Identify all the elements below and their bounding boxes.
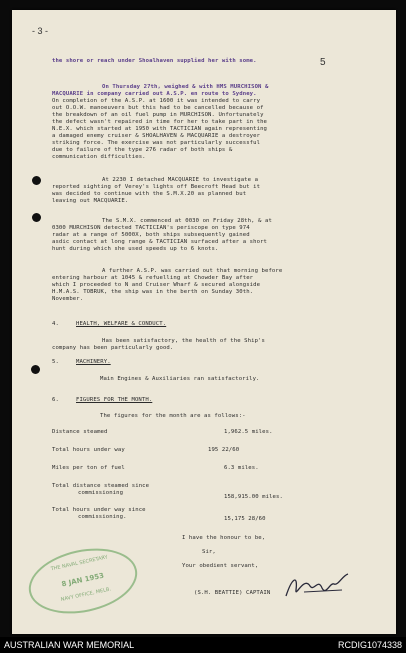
text-line: radar at a range of 5000X, both ships subsequently gained	[52, 232, 250, 238]
header-fragment: the shore or reach under Shoalhaven supplied her with some.	[52, 58, 257, 64]
stamp-line-1: THE NAVAL SECRETARY	[50, 554, 109, 573]
section-title: HEALTH, WELFARE & CONDUCT.	[76, 321, 167, 327]
figure-value: 195 22/60	[208, 447, 240, 453]
text-line: due to failure of the type 276 radar of both ships &	[52, 147, 233, 153]
closing-honour: I have the honour to be,	[182, 535, 266, 541]
footer-record-id: RCDIG1074338	[337, 640, 402, 650]
figure-label-continued: commissioning.	[78, 514, 127, 520]
section-title: MACHINERY.	[76, 359, 111, 365]
section-title: FIGURES FOR THE MONTH.	[76, 397, 153, 403]
text-line: the breakdown of an oil fuel pump in MURCHISON. Unfortunately	[52, 112, 264, 118]
punch-hole	[31, 365, 40, 374]
text-line: On completion of the A.S.P. at 1600 it was intended to carry	[52, 98, 261, 104]
punch-hole	[32, 213, 41, 222]
text-line: the defect wasn't repaired in time for her to take part in the	[52, 119, 267, 125]
text-line: November.	[52, 296, 84, 302]
figure-value: 158,915.00 miles.	[224, 494, 283, 500]
text-line: N.E.X. which started at 1950 with TACTICIAN again representing	[52, 126, 267, 132]
text-line: Main Engines & Auxiliaries ran satisfactorily.	[100, 376, 260, 382]
text-line: H.M.A.S. TOBRUK, the ship was in the berth on Sunday 30th.	[52, 289, 254, 295]
figure-value: 15,175 28/60	[224, 516, 266, 522]
text-line: A further A.S.P. was carried out that morning before	[102, 268, 283, 274]
text-line: 0300 MURCHISON detected TACTICIAN's periscope on type 974	[52, 225, 250, 231]
figure-label: Distance steamed	[52, 429, 108, 435]
text-line: On Thursday 27th, weighed & with HMS MURCHISON &	[102, 84, 269, 90]
header-fragment-line	[52, 58, 257, 65]
text-line: communication difficulties.	[52, 154, 146, 160]
section-number: 4.	[52, 321, 59, 327]
text-line: At 2230 I detached MACQUARIE to investigate a	[102, 177, 259, 183]
archive-footer	[0, 637, 406, 653]
figure-label: Total hours under way since	[52, 507, 146, 513]
punch-hole	[32, 176, 41, 185]
figure-value: 1,962.5 miles.	[224, 429, 273, 435]
closing-servant: Your obedient servant,	[182, 563, 259, 569]
text-line: The figures for the month are as follows:-	[100, 413, 246, 419]
figure-label: Total distance steamed since	[52, 483, 150, 489]
text-line: The S.M.X. commenced at 0030 on Friday 28th, & at	[102, 218, 272, 224]
stamp-line-3: NAVY OFFICE, MELB.	[60, 586, 112, 603]
figure-label-continued: commissioning	[78, 490, 124, 496]
signature	[282, 568, 352, 608]
document-page	[12, 10, 396, 634]
text-line: entering harbour at 1045 & refuelling at Chowder Bay after	[52, 275, 254, 281]
text-line: leaving out MACQUARIE.	[52, 198, 129, 204]
stamp-date: 8 JAN 1953	[60, 571, 105, 589]
text-line: out O.O.W. manoeuvers but this had to be cancelled because of	[52, 105, 264, 111]
text-line: a damaged enemy cruiser & SHOALHAVEN & MACQUARIE a destroyer	[52, 133, 261, 139]
footer-institution: AUSTRALIAN WAR MEMORIAL	[4, 640, 135, 650]
text-line: company has been particularly good.	[52, 345, 174, 351]
page-number: - 3 -	[32, 26, 49, 36]
text-line: asdic contact at long range & TACTICIAN surfaced after a short	[52, 239, 267, 245]
figure-label: Miles per ton of fuel	[52, 465, 125, 471]
figure-label: Total hours under way	[52, 447, 125, 453]
text-line: reported sighting of Verey's lights off Beecroft Head but it	[52, 184, 261, 190]
section-number: 6.	[52, 397, 59, 403]
text-line: which I proceeded to N and Cruiser Wharf & secured alongside	[52, 282, 261, 288]
text-line: Has been satisfactory, the health of the Ship's	[102, 338, 265, 344]
closing-sir: Sir,	[202, 549, 216, 555]
text-line: hunt during which she used speeds up to 6 knots.	[52, 246, 219, 252]
section-number: 5.	[52, 359, 59, 365]
text-line: striking force. The exercise was not particularly successful	[52, 140, 261, 146]
text-line: was decided to continue with the S.M.X.20 as planned but	[52, 191, 247, 197]
text-line: MACQUARIE in company carried out A.S.P. en route to Sydney.	[52, 91, 257, 97]
signatory-name: (S.H. BEATTIE) CAPTAIN	[194, 590, 271, 596]
handwritten-mark: 5	[320, 57, 326, 68]
figure-value: 6.3 miles.	[224, 465, 259, 471]
